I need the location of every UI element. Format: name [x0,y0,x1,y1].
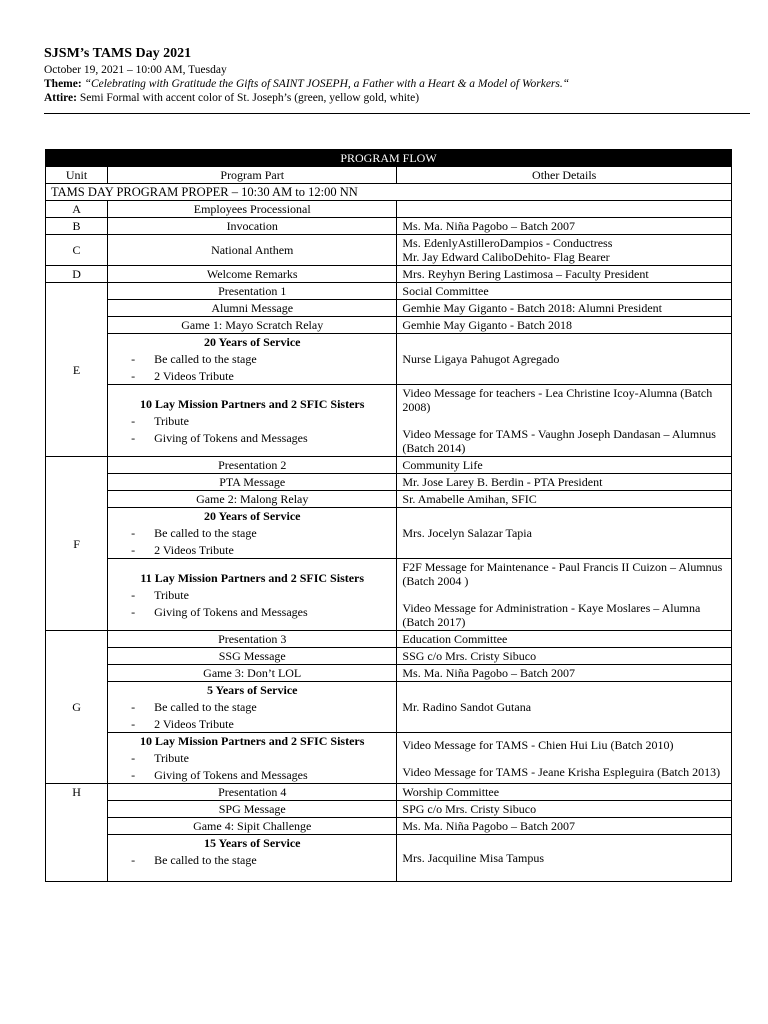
part-cell [108,733,397,784]
bullet-dash: - [131,853,136,867]
part-cell: Game 4: Sipit Challenge [108,818,397,835]
part-cell [108,835,397,882]
details-cell: Community Life [397,457,732,474]
part-cell: Game 3: Don’t LOL [108,665,397,682]
table-row [46,491,732,508]
table-row [46,631,732,648]
list-item-text: Tribute [154,751,189,765]
section-title: TAMS DAY PROGRAM PROPER – 10:30 AM to 12:00 NN [46,184,732,201]
part-cell [108,385,397,457]
table-row [46,266,732,283]
unit-cell: E [46,283,108,457]
table-row [46,334,732,385]
table-title: PROGRAM FLOW [46,150,732,167]
list-item-text: Tribute [154,587,189,602]
attire-text: Semi Formal with accent color of St. Joseph’s (green, yellow gold, white) [79,92,420,104]
list-item-text: Be called to the stage [154,700,257,714]
document-title: SJSM’s TAMS Day 2021 [44,46,192,61]
part-cell: National Anthem [108,235,397,266]
block-title: 15 Years of Service [203,836,301,850]
list-item [131,352,391,366]
details-line: Video Message for TAMS - Chien Hui Liu (Batch 2010) [402,737,674,752]
list-item [131,700,391,714]
table-row [46,648,732,665]
bullet-dash: - [131,543,136,557]
part-cell: Presentation 2 [108,457,397,474]
part-cell: Game 2: Malong Relay [108,491,397,508]
table-row [46,457,732,474]
part-cell: Welcome Remarks [108,266,397,283]
details-line: Video Message for TAMS - Vaughn Joseph Dandasan – Alumnus (Batch 2014) [402,427,716,455]
event-attire [44,91,724,105]
details-cell: Mrs. Reyhyn Bering Lastimosa – Faculty President [397,266,732,283]
bullet-dash: - [131,751,136,765]
details-cell [397,385,732,457]
details-cell: Mrs. Jacquiline Misa Tampus [397,835,732,882]
unit-cell: C [46,235,108,266]
part-cell [108,334,397,385]
bullet-dash: - [131,352,136,366]
details-cell: Ms. Ma. Niña Pagobo – Batch 2007 [397,665,732,682]
table-row [46,235,732,266]
part-cell [108,559,397,631]
details-cell: Nurse Ligaya Pahugot Agregado [397,334,732,385]
table-row [46,474,732,491]
unit-cell: A [46,201,108,218]
table-row [46,201,732,218]
details-cell: Worship Committee [397,784,732,801]
list-item [131,605,391,619]
table-row [46,733,732,784]
theme-label: Theme: [44,78,82,90]
bullet-dash: - [131,717,136,731]
details-cell: Gemhie May Giganto - Batch 2018: Alumni President [397,300,732,317]
part-cell: Employees Processional [108,201,397,218]
bullet-dash: - [131,587,136,602]
details-cell: Education Committee [397,631,732,648]
table-row [46,317,732,334]
list-item [131,414,391,428]
bullet-dash: - [131,369,136,383]
details-line: F2F Message for Maintenance - Paul Francis II Cuizon – Alumnus (Batch 2004 ) [402,560,723,588]
list-item-text: Tribute [154,413,189,428]
table-row [46,818,732,835]
details-cell: Mrs. Jocelyn Salazar Tapia [397,508,732,559]
table-row [46,665,732,682]
unit-cell: B [46,218,108,235]
col-header-details: Other Details [397,167,732,184]
section-row [46,184,732,201]
details-cell [397,559,732,631]
header-divider [44,113,750,114]
list-item [131,369,391,383]
list-item-text: Be called to the stage [154,526,257,540]
part-cell: Presentation 4 [108,784,397,801]
unit-cell: D [46,266,108,283]
block-title: 10 Lay Mission Partners and 2 SFIC Sisters [140,734,365,748]
details-cell: Social Committee [397,283,732,300]
details-cell: SSG c/o Mrs. Cristy Sibuco [397,648,732,665]
table-row [46,784,732,801]
list-item [131,588,391,602]
details-cell: Ms. Ma. Niña Pagobo – Batch 2007 [397,218,732,235]
block-title: 20 Years of Service [203,509,301,523]
bullet-dash: - [131,430,136,445]
event-date: October 19, 2021 – 10:00 AM, Tuesday [44,64,227,76]
event-theme [44,77,724,91]
table-title-row [46,150,732,167]
details-line: Mr. Jay Edward CaliboDehito- Flag Bearer [402,250,610,264]
bullet-dash: - [131,768,136,782]
block-title: 20 Years of Service [203,335,301,349]
details-line: Video Message for teachers - Lea Christine Icoy-Alumna (Batch 2008) [402,386,713,414]
details-line: Video Message for Administration - Kaye Moslares – Alumna (Batch 2017) [402,601,701,629]
part-cell: Game 1: Mayo Scratch Relay [108,317,397,334]
attire-label: Attire: [44,92,77,104]
bullet-dash: - [131,604,136,619]
part-cell: Invocation [108,218,397,235]
details-cell [397,201,732,218]
details-cell: Ms. Ma. Niña Pagobo – Batch 2007 [397,818,732,835]
list-item [131,717,391,731]
block-title: 10 Lay Mission Partners and 2 SFIC Sisters [140,396,365,411]
list-item-text: Giving of Tokens and Messages [154,430,308,445]
table-header-row [46,167,732,184]
table-row [46,682,732,733]
list-item [131,768,391,782]
list-item-text: Giving of Tokens and Messages [154,604,308,619]
details-cell: Gemhie May Giganto - Batch 2018 [397,317,732,334]
table-row [46,508,732,559]
table-row [46,801,732,818]
col-header-unit: Unit [46,167,108,184]
list-item-text: 2 Videos Tribute [154,543,234,557]
details-line: Ms. EdenlyAstilleroDampios - Conductress [402,236,613,250]
list-item-text: Giving of Tokens and Messages [154,768,308,782]
details-cell [397,235,732,266]
list-item [131,431,391,445]
part-cell: Alumni Message [108,300,397,317]
unit-cell: F [46,457,108,631]
list-item-text: 2 Videos Tribute [154,717,234,731]
part-cell [108,682,397,733]
part-cell: SSG Message [108,648,397,665]
details-cell: Mr. Jose Larey B. Berdin - PTA President [397,474,732,491]
table-row [46,283,732,300]
part-cell: Presentation 1 [108,283,397,300]
part-cell: SPG Message [108,801,397,818]
document-header [44,45,724,105]
table-row [46,559,732,631]
list-item [131,543,391,557]
details-cell: SPG c/o Mrs. Cristy Sibuco [397,801,732,818]
bullet-dash: - [131,700,136,714]
bullet-dash: - [131,413,136,428]
part-cell: PTA Message [108,474,397,491]
col-header-part: Program Part [108,167,397,184]
unit-cell: H [46,784,108,882]
theme-text: “Celebrating with Gratitude the Gifts of SAINT JOSEPH, a Father with a Heart & a Model of Workers.“ [84,78,570,90]
table-row [46,218,732,235]
part-cell: Presentation 3 [108,631,397,648]
details-line: Video Message for TAMS - Jeane Krisha Espleguira (Batch 2013) [402,764,721,779]
bullet-dash: - [131,526,136,540]
list-item [131,526,391,540]
details-cell: Mr. Radino Sandot Gutana [397,682,732,733]
unit-cell: G [46,631,108,784]
list-item-text: 2 Videos Tribute [154,369,234,383]
table-row [46,385,732,457]
block-title: 11 Lay Mission Partners and 2 SFIC Sisters [140,570,365,585]
table-row [46,300,732,317]
details-cell [397,733,732,784]
part-cell [108,508,397,559]
list-item-text: Be called to the stage [154,853,257,867]
details-cell: Sr. Amabelle Amihan, SFIC [397,491,732,508]
list-item [131,751,391,765]
table-row [46,835,732,882]
block-title: 5 Years of Service [206,683,298,697]
list-item-text: Be called to the stage [154,352,257,366]
list-item [131,853,391,867]
program-flow-table [45,149,732,882]
